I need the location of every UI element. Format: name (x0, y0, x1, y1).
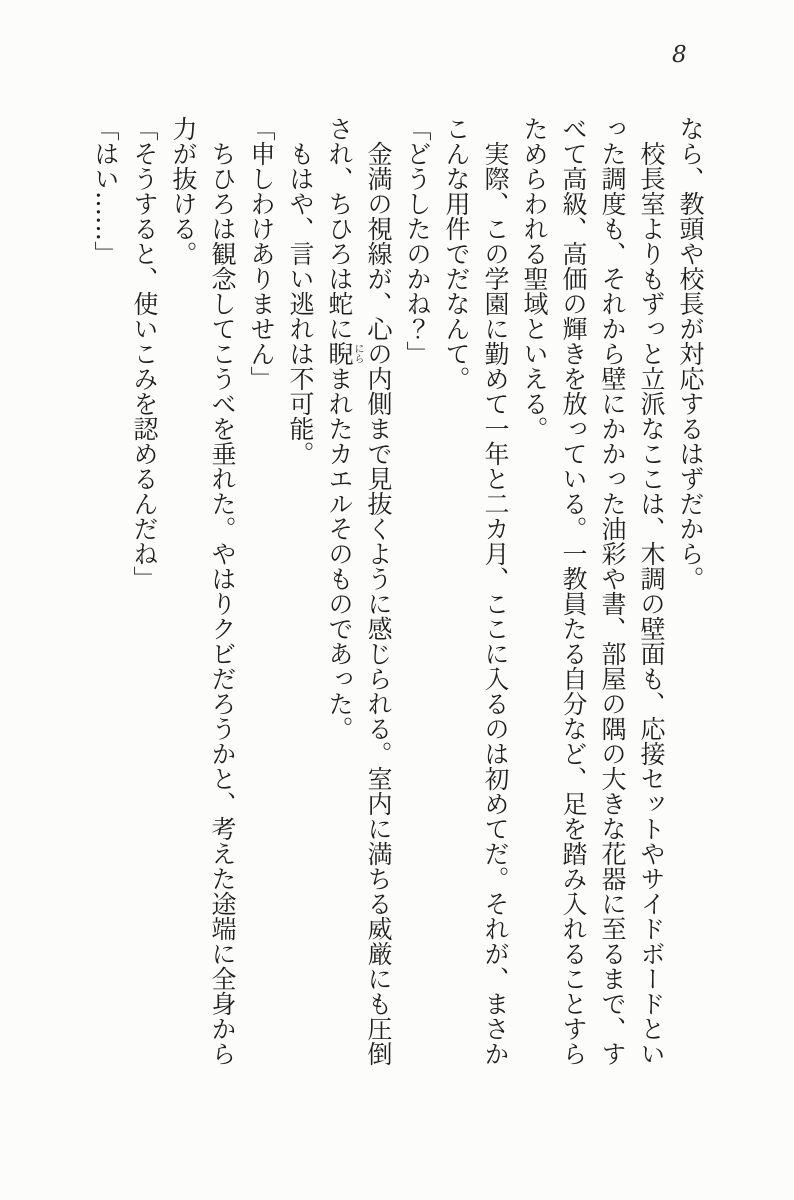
dialogue-line: 「どうしたのかね？」 (403, 116, 432, 366)
paragraph: 校長室よりもずっと立派なここは、木調の壁面も、応接セットやサイドボードといった調度も、それから壁にかかった油彩や書、部屋の隅の大きな花器に至るまで、すべて高級、高価の輝きを放っている。一教員たる自分など、足を踏み入れることすらためらわれる聖域といえる。 (520, 116, 666, 1066)
paragraph: もはや、言い逃れは不可能。 (286, 141, 315, 466)
ruby-base: 睨 (325, 341, 354, 366)
paragraph-text: まれたカエルそのものであった。 (325, 366, 354, 741)
ruby-annotated-word (325, 341, 363, 366)
paragraph-text: 金満の視線が、心の内側まで見抜くように感じられる。室内に満ちる威厳にも圧倒され、ちひろは蛇に (325, 116, 393, 1066)
dialogue-line: 「はい……」 (91, 116, 120, 266)
ruby-furigana: にら (352, 341, 363, 366)
paragraph: ちひろは観念してこうべを垂れた。やはりクビだろうかと、考えた途端に全身から力が抜ける。 (169, 116, 237, 1066)
dialogue-line: 「そうすると、使いこみを認めるんだね」 (130, 116, 159, 591)
paragraph (320, 116, 398, 1078)
paragraph: 実際、この学園に勤めて一年と二カ月、ここに入るのは初めてだ。それが、まさかこんな用件でだなんて。 (442, 116, 510, 1066)
paragraph: なら、教頭や校長が対応するはずだから。 (676, 116, 705, 591)
dialogue-line: 「申しわけありません」 (247, 116, 276, 391)
page-text (86, 116, 710, 1078)
page-number: 8 (672, 42, 687, 68)
